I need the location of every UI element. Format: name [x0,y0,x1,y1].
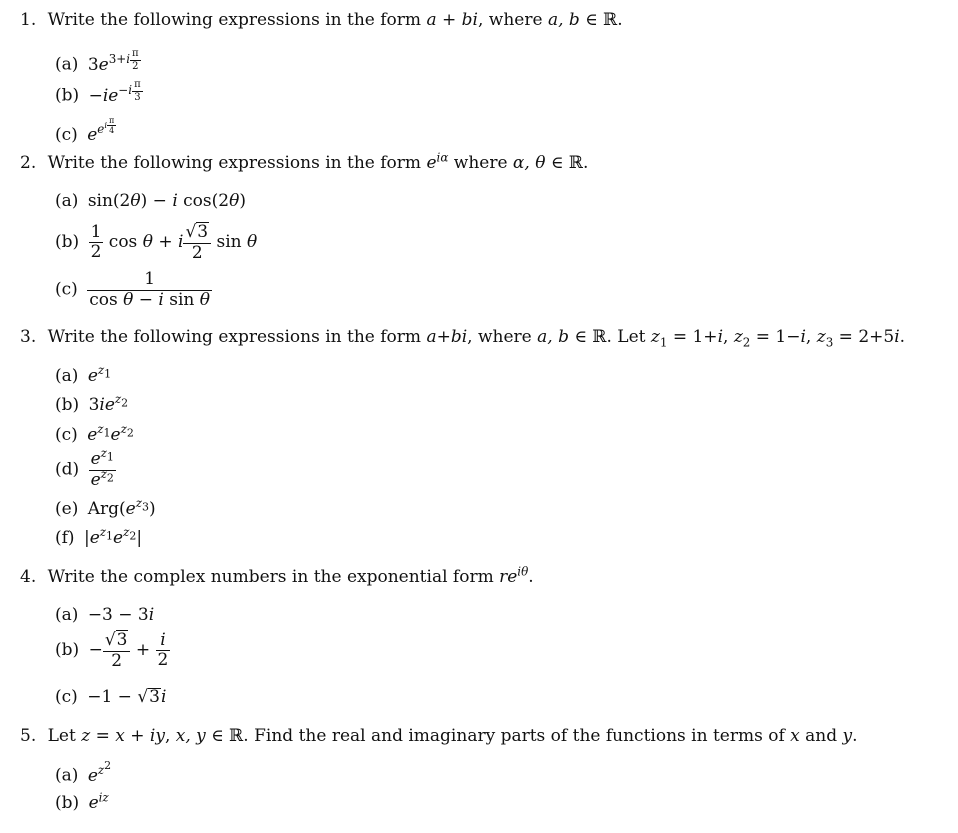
part-label: (c) [55,687,78,707]
problem-3d: (d) $\frac{e^{z_1}}{e^{z_2}}$ [55,446,114,490]
part-label: (b) [55,640,80,661]
problem-1-header: 1. Write the following expressions in the form a + bi, where a, b ∈ ℝ. [20,10,623,30]
part-label: (c) [55,425,78,445]
problem-number: 2. [20,153,37,173]
problem-3a: (a) $e^{z_1}$ [55,363,112,386]
part-label: (b) [55,85,80,106]
problem-3-header: 3. Write the following expressions in the form a+bi, where a, b ∈ ℝ. Let $z_1 = 1+i$, $z_2 = 1-i$, $z_3 = 2+5i$. [20,327,906,350]
problem-5-header: 5. Let z = x + iy, x, y ∈ ℝ. Find the real and imaginary parts of the functions in terms of x and y. [20,726,858,746]
problem-2a: (a) sin(2θ) − i cos(2θ) [55,191,246,211]
problem-number: 4. [20,567,37,587]
part-label: (b) [55,232,80,253]
part-label: (f) [55,528,75,548]
part-label: (b) [55,395,80,415]
part-label: (a) [55,54,79,75]
problem-3c: (c) $e^{z_1}e^{z_2}$ [55,422,134,445]
part-label: (a) [55,765,79,786]
part-label: (c) [55,124,78,145]
problem-1a: (a) $3e^{3+i \frac{\pi}{2}}$ [55,48,139,75]
problem-number: 5. [20,726,37,746]
problem-3e: (e) $Arg(e^{z_3})$ [55,496,156,519]
problem-number: 1. [20,10,37,30]
part-label: (a) [55,191,79,211]
problem-1b: $(b) -ie^{-i \frac{\pi}{3}}$ [55,79,141,106]
problem-4a: (a) −3 − 3i [55,605,155,625]
problem-2-header: 2. Write the following expressions in the form $e^{i\alpha}$ where α, θ ∈ ℝ. [20,150,589,173]
problem-2c: (c) $\frac{1}{\text{cos θ − i sin θ}}$ [55,269,211,310]
problem-number: 3. [20,327,37,347]
problem-3f: (f) $|e^{z_1}e^{z_2}|$ [55,525,143,548]
problem-1c: (c) $e^{e^{i \frac{\pi}{4}}}$ [55,116,115,145]
problem-5b: (b) $e^{iz}$ [55,790,109,813]
part-label: (a) [55,366,79,386]
problem-2b: (b) $\frac{1}{2}$ cos θ + i $\frac{√3}{2}$ sin θ [55,221,258,263]
part-label: (b) [55,793,80,813]
problem-4b: (b) − $\frac{√3}{2}$ + $\frac{i}{2}$ [55,629,169,671]
problem-3b: (b) $3ie^{z_2}$ [55,392,129,415]
part-label: (c) [55,279,78,300]
problem-4c: (c) −1 − √3i [55,687,167,707]
problem-4-header: 4. Write the complex numbers in the exponential form $re^{i\theta}$. [20,564,534,587]
part-label: (d) [55,459,80,480]
problem-5a: (a) $e^{z^2}$ [55,759,112,786]
part-label: (a) [55,605,79,625]
part-label: (e) [55,499,79,519]
